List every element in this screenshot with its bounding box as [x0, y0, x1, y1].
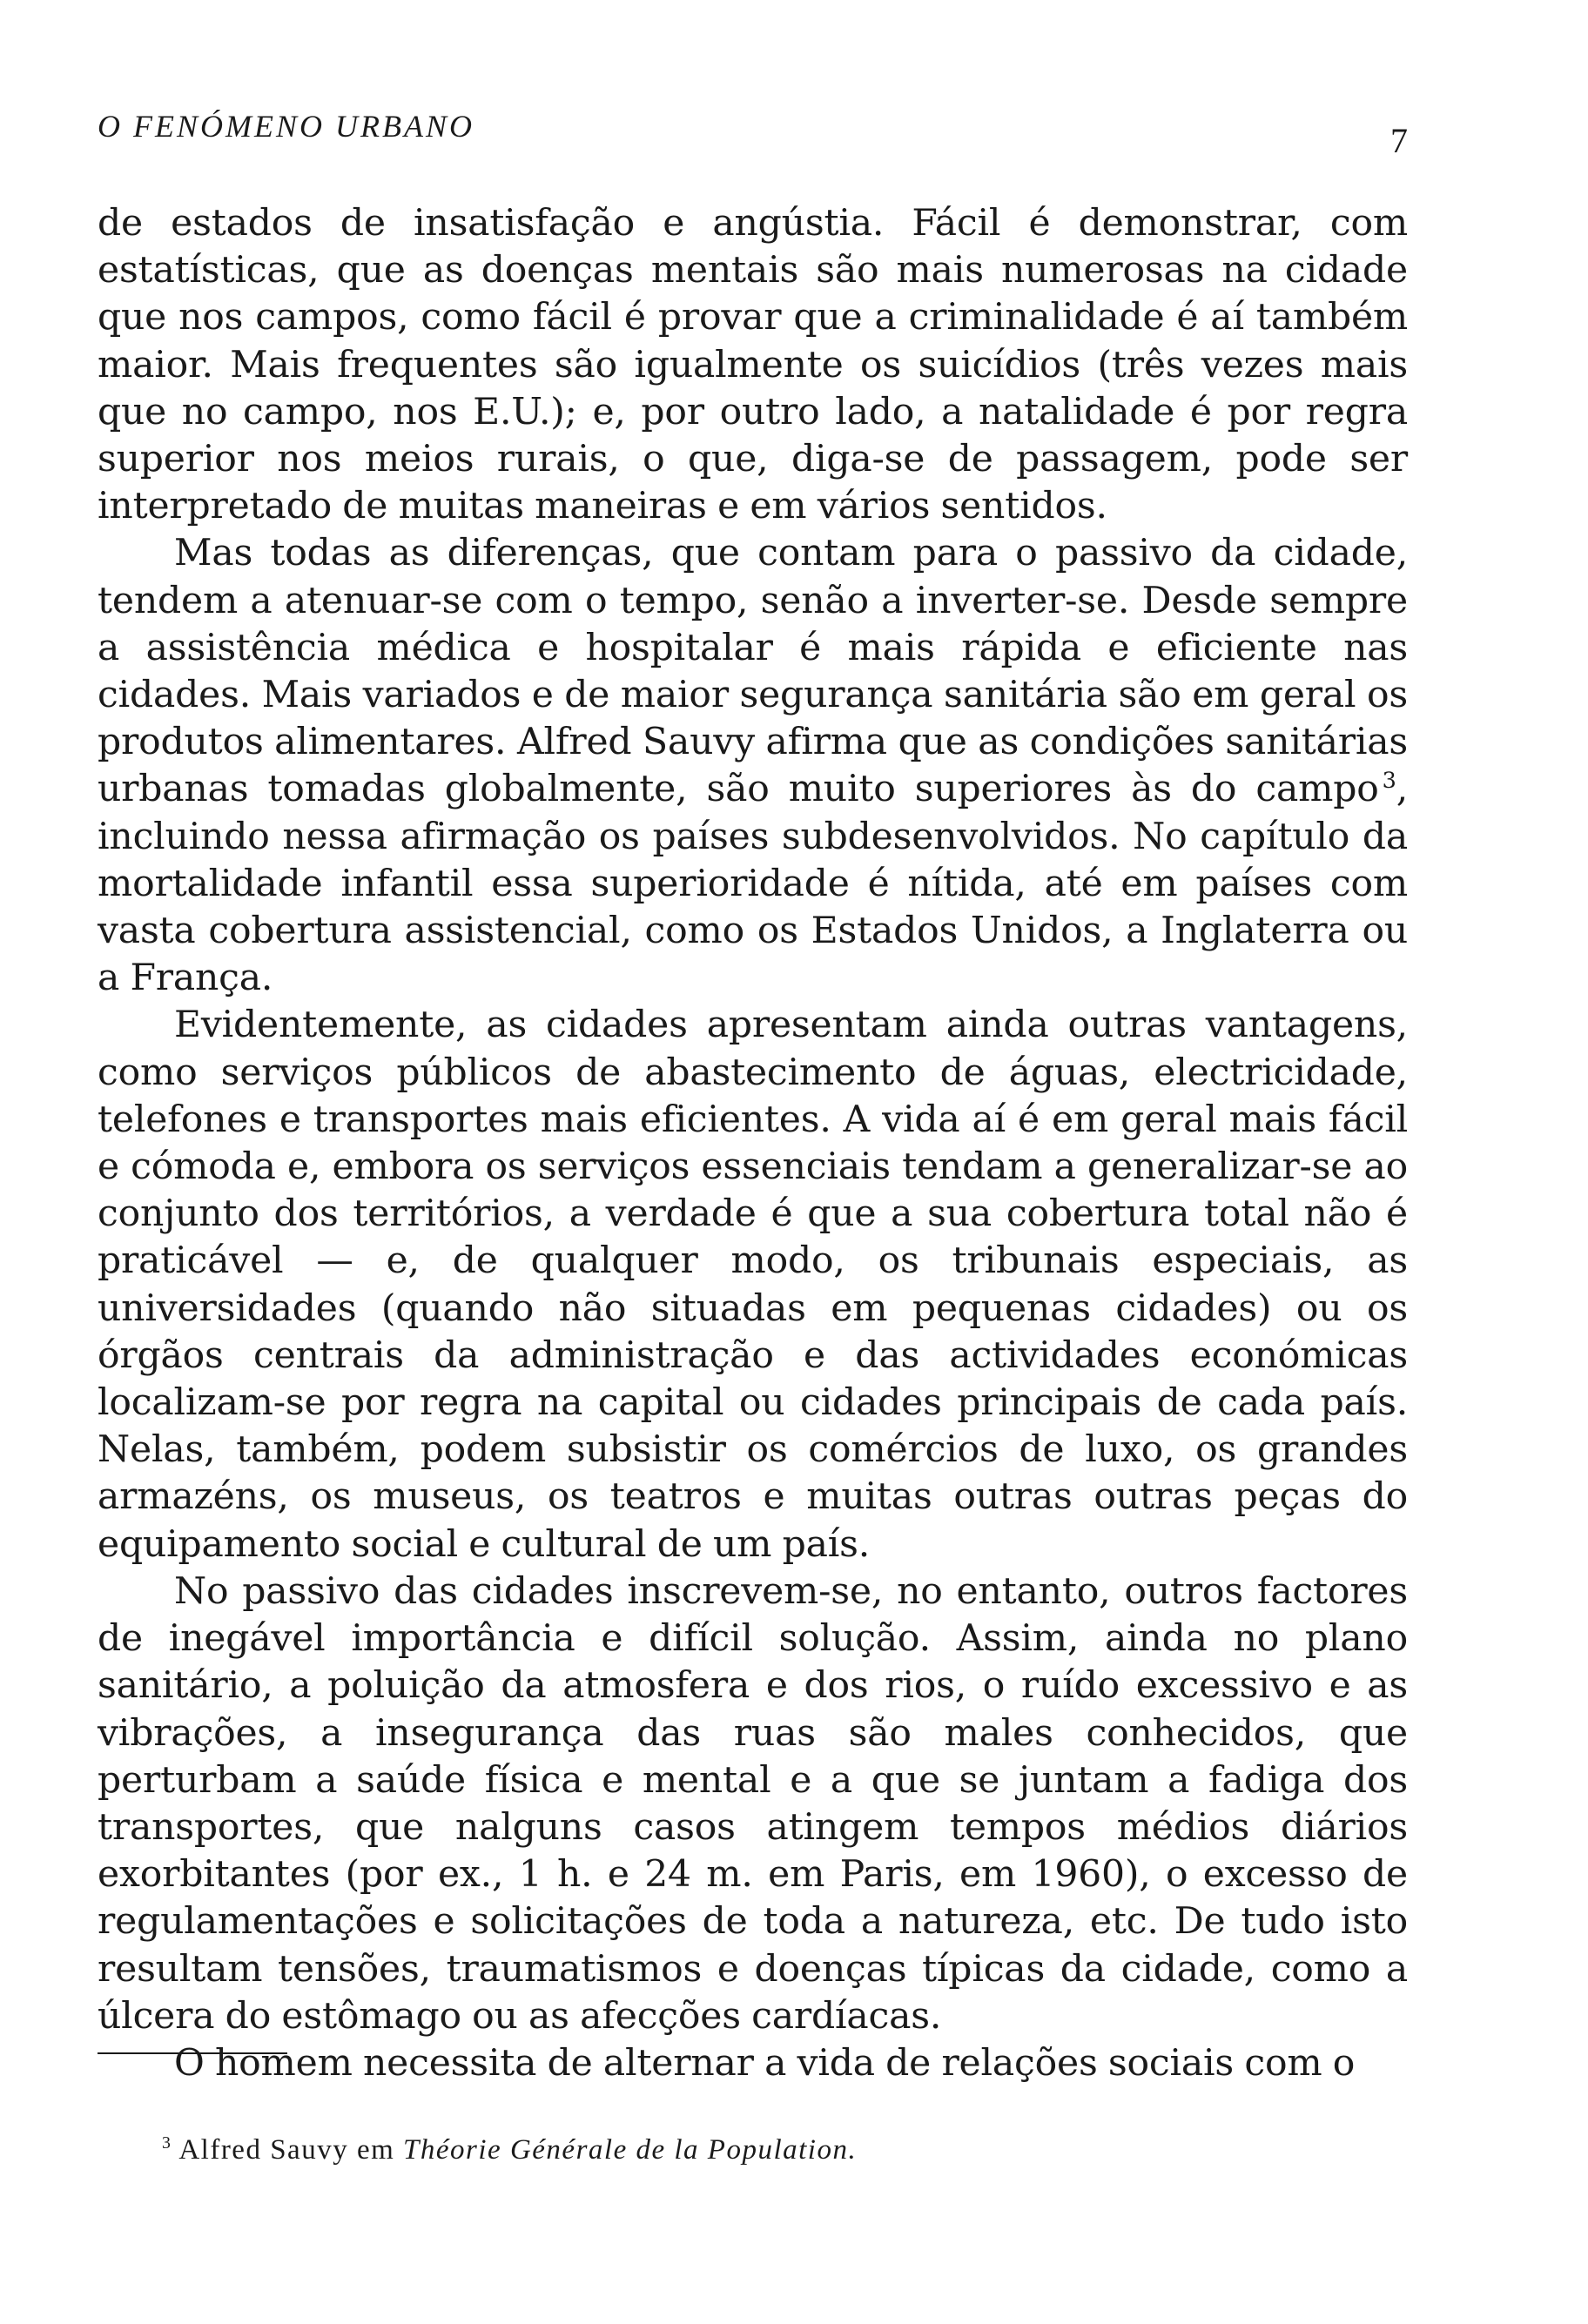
- paragraph-4-text: No passivo das cidades inscrevem-se, no entanto, outros factores de inegável importância e difícil solução. Assim, ainda no plano sanitário, a poluição da atmosfera e dos rios, o ruído excessivo e as vibrações, a insegurança das ruas são males conhecidos, que perturbam a saúde física e mental e a que se juntam a fadiga dos transportes, que nalguns casos atingem tempos médios diários exorbitantes (por ex., 1 h. e 24 m. em Paris, em 1960), o excesso de regulamentações e solicitações de toda a natureza, etc. De tudo isto resultam tensões, traumatismos e doenças típicas da cidade, como a úlcera do estômago ou as afecções cardíacas.: [98, 1569, 1408, 2038]
- paragraph-1-text: de estados de insatisfação e angústia. Fácil é demonstrar, com estatísticas, que as doenças mentais são mais numerosas na cidade que nos campos, como fácil é provar que a criminalidade é aí também maior. Mais frequentes são igualmente os suicídios (três vezes mais que no campo, nos E.U.); e, por outro lado, a natalidade é por regra superior nos meios rurais, o que, diga-se de passagem, pode ser interpretado de muitas maneiras e em vários sentidos.: [98, 202, 1408, 528]
- paragraph-5-text: O homem necessita de alternar a vida de relações sociais com o: [174, 2041, 1356, 2085]
- paragraph-2: [98, 530, 1408, 1002]
- paragraph-2-text-b: , incluindo nessa afirmação os países subdesenvolvidos. No capítulo da mortalidade infantil essa superioridade é nítida, até em países com vasta cobertura assistencial, como os Estados Unidos, a Inglaterra ou a França.: [98, 768, 1408, 1000]
- running-title: O FENÓMENO URBANO: [98, 109, 474, 144]
- paragraph-1: [98, 200, 1408, 530]
- page-number: 7: [1390, 121, 1408, 160]
- paragraph-5: [98, 2040, 1408, 2087]
- footnote-marker: 3: [162, 2133, 172, 2153]
- body-text: [98, 200, 1408, 2085]
- paragraph-4: [98, 1568, 1408, 2040]
- running-head: [98, 103, 1408, 160]
- paragraph-3: [98, 1002, 1408, 1568]
- footnote-3: [162, 2134, 1294, 2166]
- paragraph-3-text: Evidentemente, as cidades apresentam ainda outras vantagens, como serviços públicos de abastecimento de águas, electricidade, telefones e transportes mais eficientes. A vida aí é em geral mais fácil e cómoda e, embora os serviços essenciais tendam a generalizar-se ao conjunto dos territórios, a verdade é que a sua cobertura total não é praticável — e, de qualquer modo, os tribunais especiais, as universidades (quando não situadas em pequenas cidades) ou os órgãos centrais da administração e das actividades económicas localizam-se por regra na capital ou cidades principais de cada país. Nelas, também, podem subsistir os comércios de luxo, os grandes armazéns, os museus, os teatros e muitas outras outras peças do equipamento social e cultural de um país.: [98, 1004, 1408, 1566]
- paragraph-2-text-a: Mas todas as diferenças, que contam para o passivo da cidade, tendem a atenuar-se com o tempo, senão a inverter-se. Desde sempre a assistência médica e hospitalar é mais rápida e eficiente nas cidades. Mais variados e de maior segurança sanitária são em geral os produtos alimentares. Alfred Sauvy afirma que as condições sanitárias urbanas tomadas globalmente, são muito superiores às do campo: [98, 532, 1408, 811]
- footnote-rule: [98, 2052, 287, 2054]
- footnote-text: Alfred Sauvy em: [178, 2134, 395, 2166]
- footnote-reference: 3: [1382, 768, 1396, 795]
- footnote-book-title: Théorie Générale de la Population.: [403, 2134, 858, 2166]
